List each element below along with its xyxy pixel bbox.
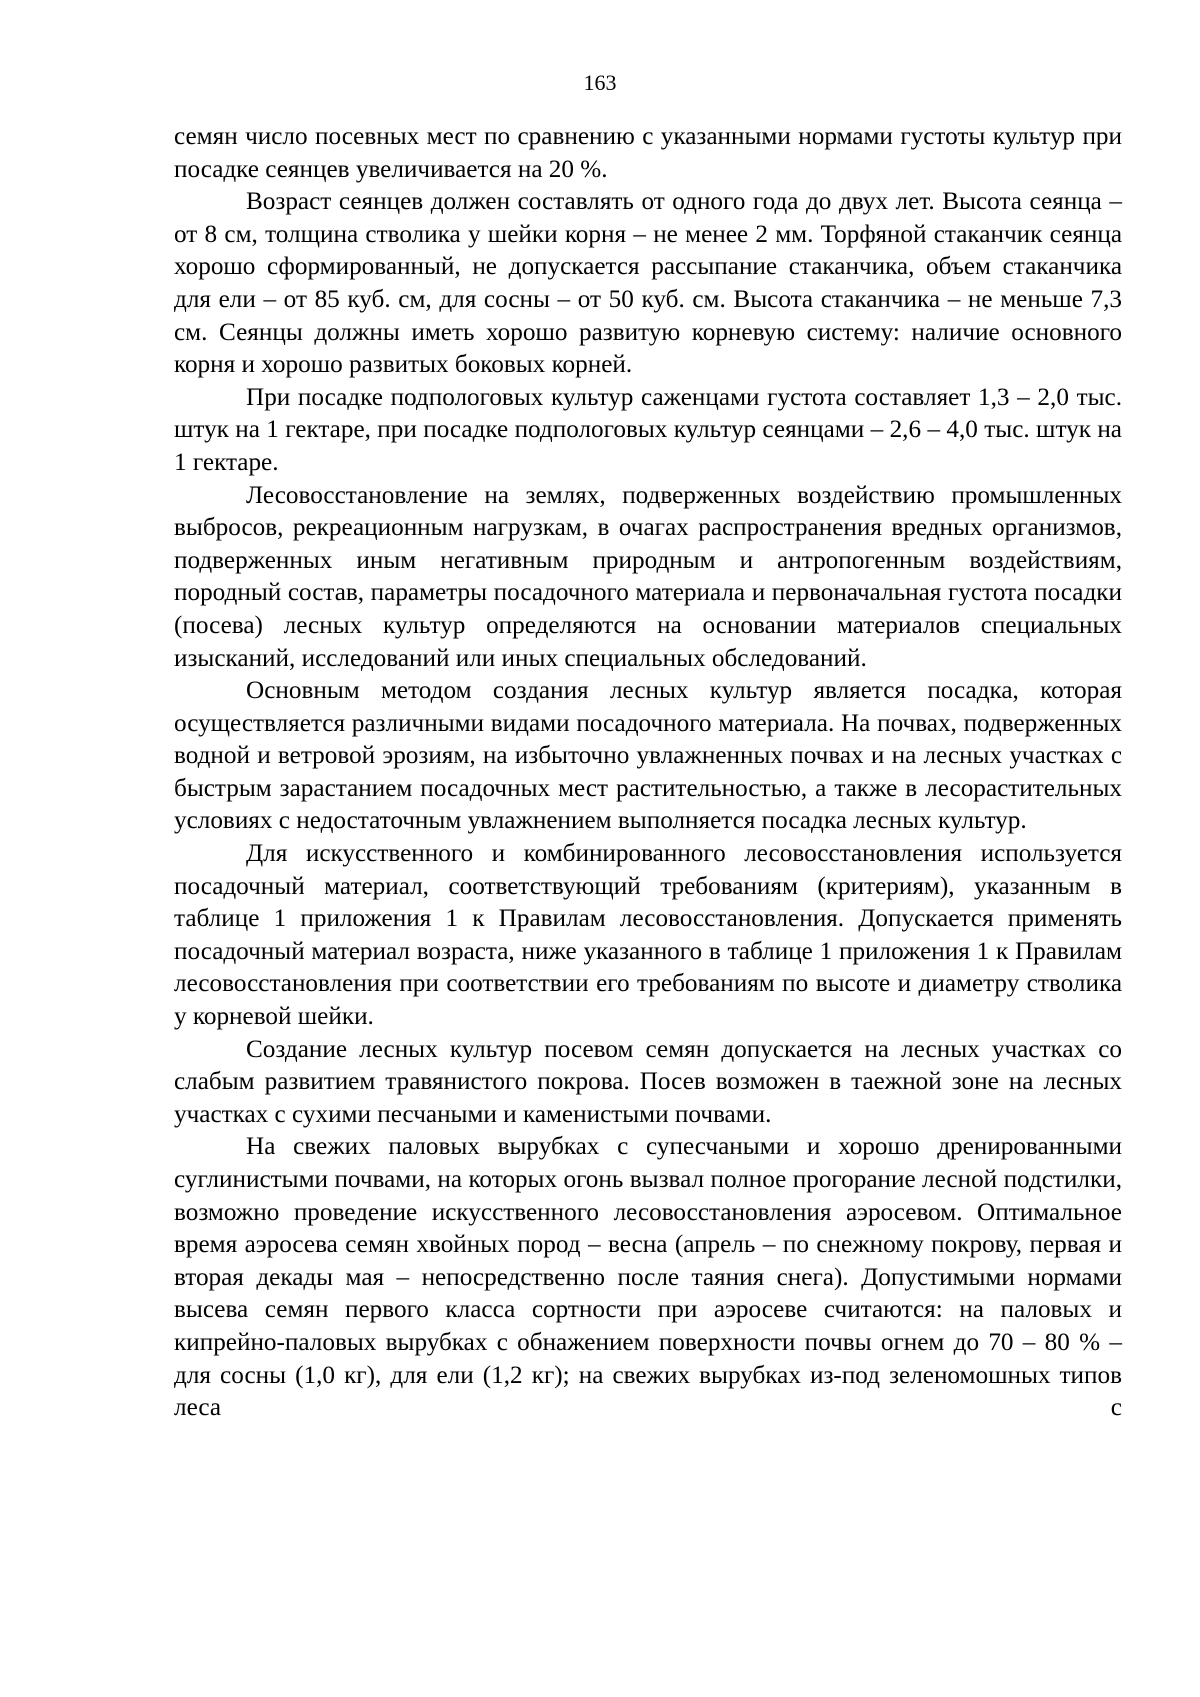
paragraph-continuation: семян число посевных мест по сравнению с указанными нормами густоты культур при посадке сеянцев увеличивается на 20 %.: [174, 123, 1122, 183]
paragraph-seed-sowing: Создание лесных культур посевом семян допускается на лесных участках со слабым развитием травянистого покрова. Посев возможен в таежной зоне на лесных участках с сухими песчаными и каменистыми почвами.: [174, 1035, 1122, 1128]
paragraph-planting-material: Для искусственного и комбинированного лесовосстановления используется посадочный материал, соответствующий требованиям (критериям), указанным в таблице 1 приложения 1 к Правилам лесовосстановления. Допускается применять посадочный материал возраста, ниже указанного в таблице 1 приложения 1 к Правилам лесовосстановления при соответствии его требованиям по высоте и диаметру стволика у корневой шейки.: [174, 840, 1122, 1031]
paragraph-impacted-lands: Лесовосстановление на землях, подверженных воздействию промышленных выбросов, рекреационным нагрузкам, в очагах распространения вредных организмов, подверженных иным негативным природным и антропогенным воздействиям, породный состав, параметры посадочного материала и первоначальная густота посадки (посева) лесных культур определяются на основании материалов специальных изысканий, исследований или иных специальных обследований.: [174, 481, 1122, 672]
document-body: [174, 121, 1122, 1425]
paragraph-aerial-seeding: На свежих паловых вырубках с супесчаными и хорошо дренированными суглинистыми почвами, на которых огонь вызвал полное прогорание лесной подстилки, возможно проведение искусственного лесовосстановления аэросевом. Оптимальное время аэросева семян хвойных пород – весна (апрель – по снежному покрову, первая и вторая декады мая – непосредственно после таяния снега). Допустимыми нормами высева семян первого класса сортности при аэросеве считаются: на паловых и кипрейно-паловых вырубках с обнажением поверхности почвы огнем до 70 – 80 % – для сосны (1,0 кг), для ели (1,2 кг); на свежих вырубках из-под зеленомошных типов леса с: [174, 1133, 1122, 1422]
page-number: 163: [583, 70, 617, 95]
paragraph-underplanting-density: При посадке подпологовых культур саженцами густота составляет 1,3 – 2,0 тыс. штук на 1 гектаре, при посадке подпологовых культур сеянцами – 2,6 – 4,0 тыс. штук на 1 гектаре.: [174, 383, 1122, 476]
paragraph-planting-method: Основным методом создания лесных культур является посадка, которая осуществляется различными видами посадочного материала. На почвах, подверженных водной и ветровой эрозиям, на избыточно увлажненных почвах и на лесных участках с быстрым зарастанием посадочных мест растительностью, а также в лесорастительных условиях с недостаточным увлажнением выполняется посадка лесных культур.: [174, 677, 1122, 835]
paragraph-seedling-age: Возраст сеянцев должен составлять от одного года до двух лет. Высота сеянца – от 8 см, толщина стволика у шейки корня – не менее 2 мм. Торфяной стаканчик сеянца хорошо сформированный, не допускается рассыпание стаканчика, объем стаканчика для ели – от 85 куб. см, для сосны – от 50 куб. см. Высота стаканчика – не меньше 7,3 см. Сеянцы должны иметь хорошо развитую корневую систему: наличие основного корня и хорошо развитых боковых корней.: [174, 188, 1122, 379]
